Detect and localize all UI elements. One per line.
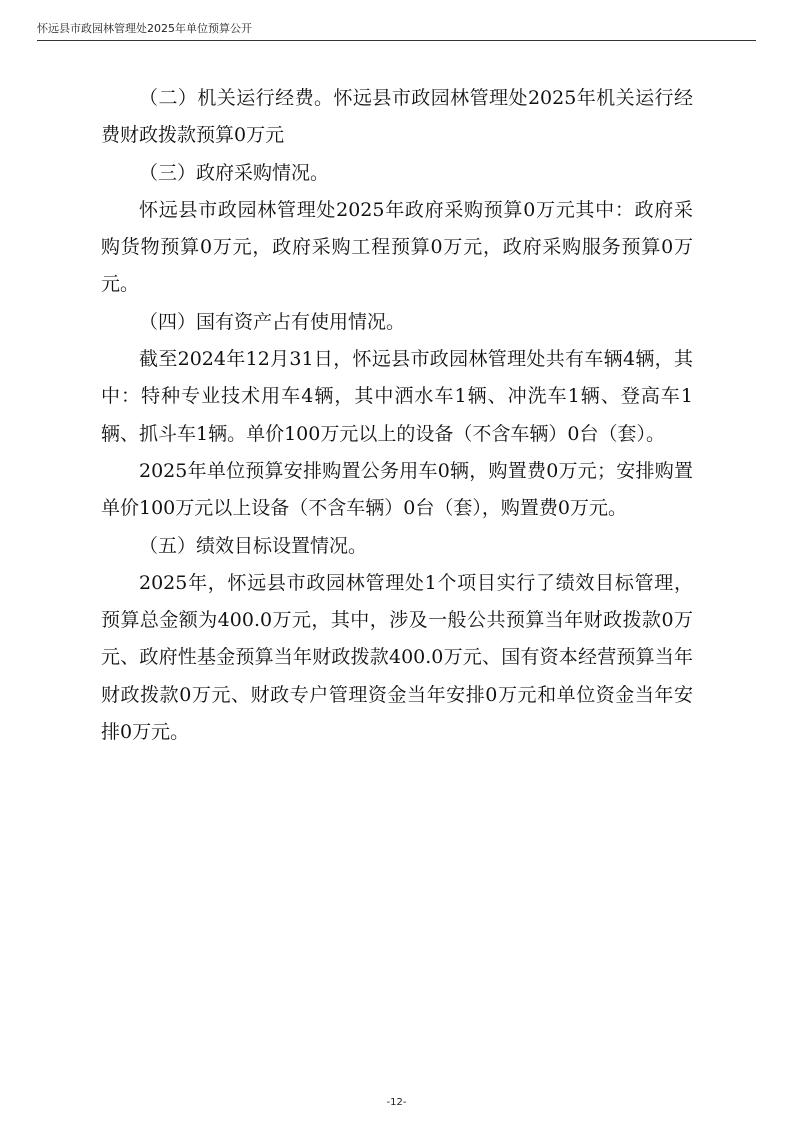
assets-purchase-text: 2025年单位预算安排购置公务用车0辆，购置费0万元；安排购置单价100万元以上设备（不含车辆）0台（套），购置费0万元。: [101, 459, 693, 520]
header-title: 怀远县市政园林管理处2025年单位预算公开: [37, 22, 252, 35]
assets-text: 截至2024年12月31日，怀远县市政园林管理处共有车辆4辆，其中：特种专业技术用车4辆，其中洒水车1辆、冲洗车1辆、登高车1辆、抓斗车1辆。单价100万元以上的设备（不含车辆）0台（套）。: [101, 348, 693, 445]
procurement-heading: （三）政府采购情况。: [139, 161, 330, 184]
document-body: [101, 80, 693, 751]
assets-heading: （四）国有资产占有使用情况。: [139, 310, 406, 333]
operating-funds-paragraph: [101, 80, 693, 155]
page-number: -12-: [386, 1097, 407, 1108]
performance-text: 2025年，怀远县市政园林管理处1个项目实行了绩效目标管理，预算总金额为400.0万元，其中，涉及一般公共预算当年财政拨款0万元、政府性基金预算当年财政拨款400.0万元、国有资本经营预算当年财政拨款0万元、财政专户管理资金当年安排0万元和单位资金当年安排0万元。: [101, 571, 693, 744]
operating-funds-heading: （二）机关运行经费。: [139, 87, 334, 109]
procurement-text: 怀远县市政园林管理处2025年政府采购预算0万元其中：政府采购货物预算0万元，政府采购工程预算0万元，政府采购服务预算0万元。: [101, 198, 693, 296]
page-header: [37, 22, 756, 41]
performance-heading: （五）绩效目标设置情况。: [139, 534, 368, 557]
operating-funds-text: 怀远县市政园林管理处2025年机关运行经费财政拨款预算0万元: [101, 87, 693, 147]
